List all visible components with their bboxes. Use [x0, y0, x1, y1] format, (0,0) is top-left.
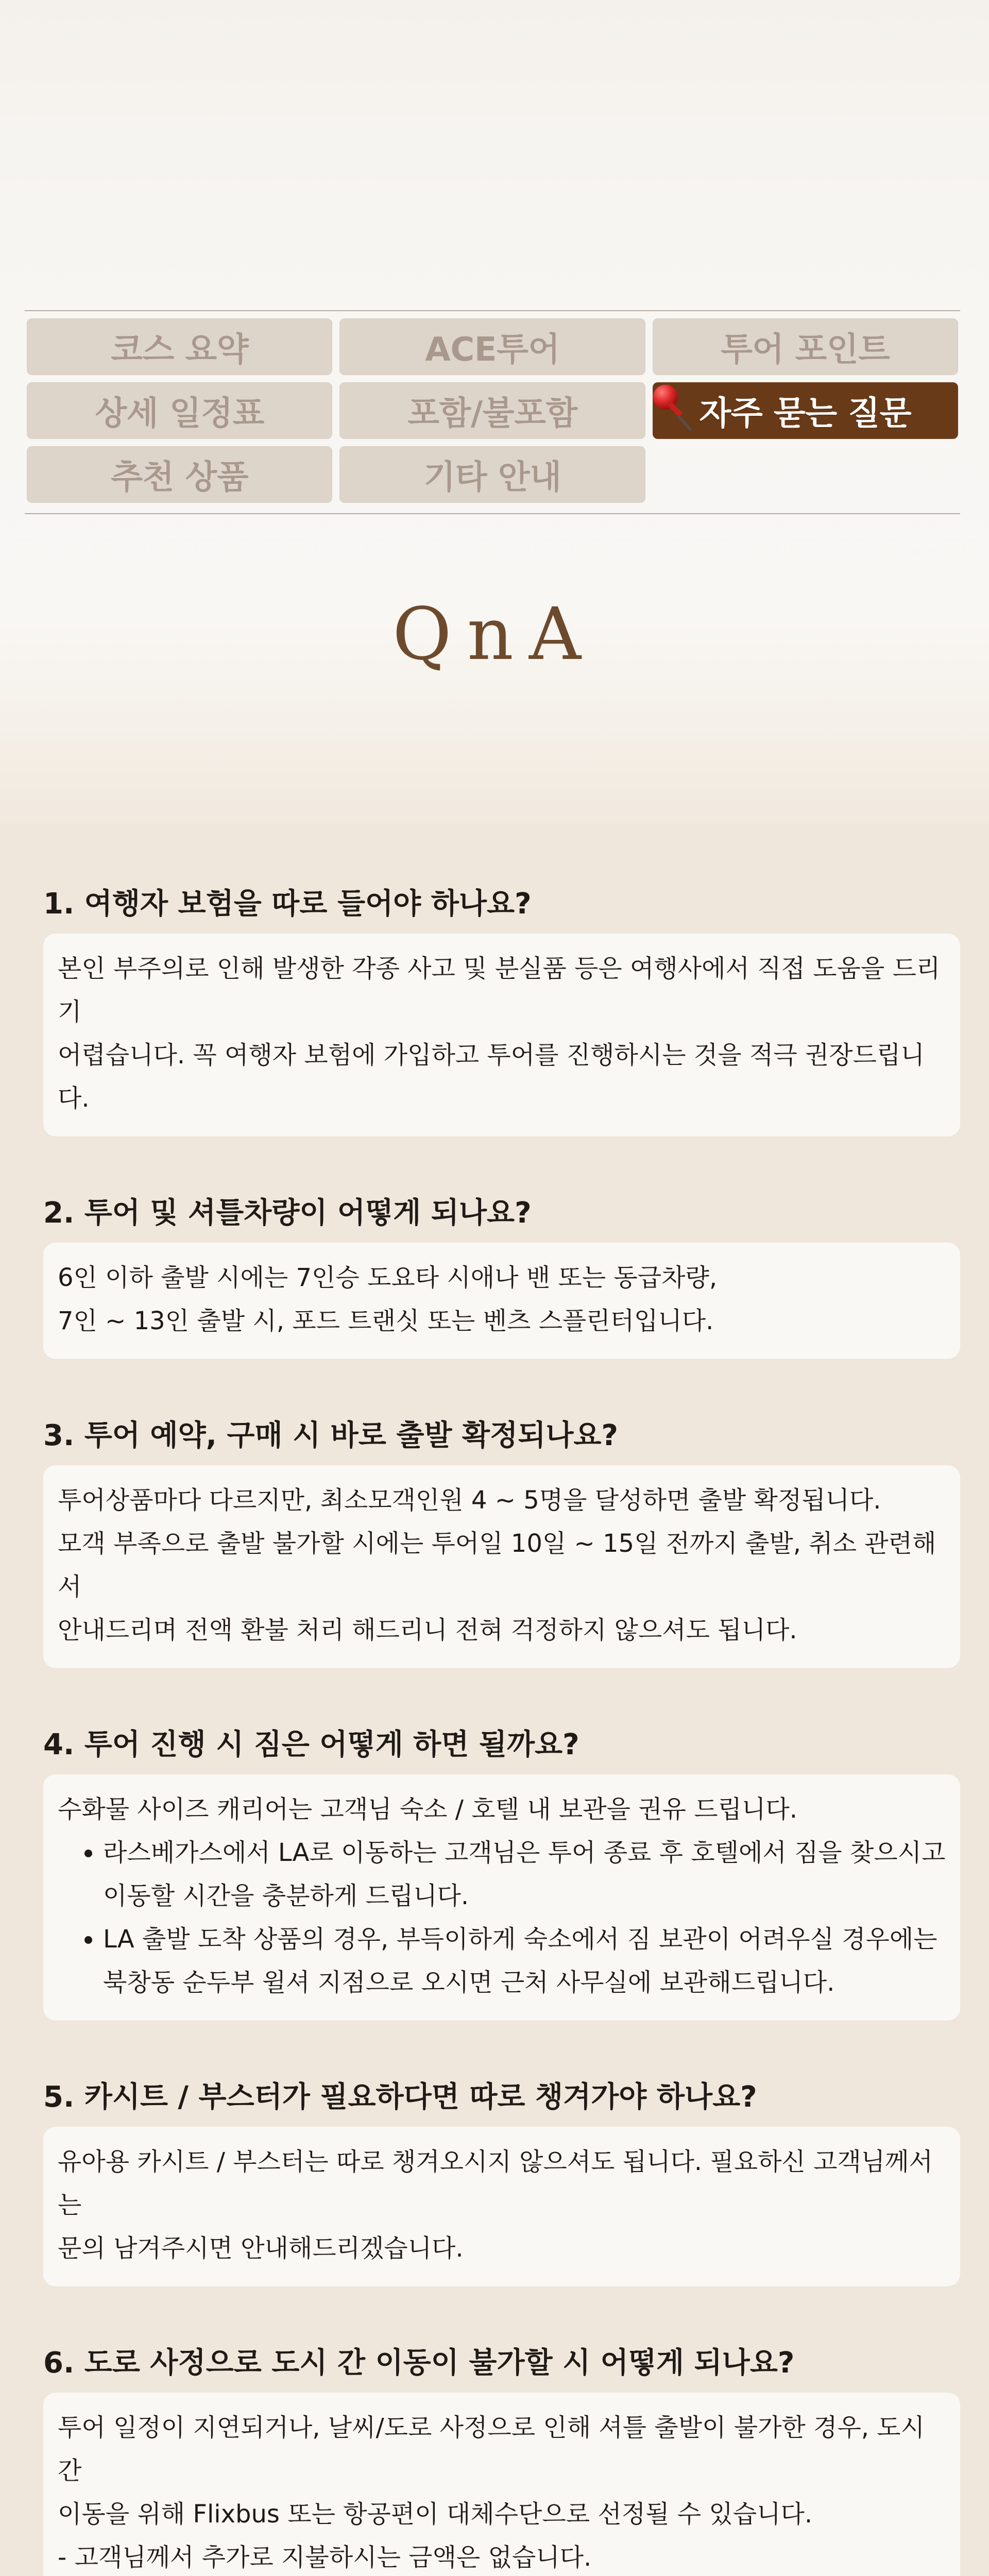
- faq-question: 3. 투어 예약, 구매 시 바로 출발 확정되나요?: [43, 1419, 619, 1452]
- tabs-grid: [27, 318, 958, 503]
- faq-question: 2. 투어 및 셔틀차량이 어떻게 되나요?: [43, 1196, 532, 1230]
- faq-question: 5. 카시트 / 부스터가 필요하다면 따로 챙겨가야 하나요?: [43, 2080, 757, 2114]
- answer-intro: 수화물 사이즈 캐리어는 고객님 숙소 / 호텔 내 보관을 권유 드립니다.: [58, 1795, 797, 1824]
- answer-line: 투어상품마다 다르지만, 최소모객인원 4 ~ 5명을 달성하면 출발 확정됩니다.: [58, 1486, 881, 1515]
- faq-answer: [43, 1465, 960, 1668]
- answer-line: 유아용 카시트 / 부스터는 따로 챙겨오시지 않으셔도 됩니다. 필요하신 고객님께서는: [58, 2147, 933, 2219]
- tab-label: 상세 일정표: [95, 395, 264, 433]
- tab-label: 코스 요약: [111, 331, 249, 369]
- tab-course-summary[interactable]: [27, 318, 332, 375]
- tab-label: 추천 상품: [111, 459, 249, 497]
- tab-other-info[interactable]: [339, 446, 645, 503]
- pushpin-icon: [644, 376, 706, 438]
- faq-answer: [43, 2393, 960, 2576]
- tab-label: 포함/불포함: [407, 395, 577, 433]
- tab-included-excluded[interactable]: [339, 382, 645, 439]
- tab-label: ACE투어: [425, 331, 560, 369]
- answer-line: 6인 이하 출발 시에는 7인승 도요타 시애나 밴 또는 동급차량,: [58, 1263, 718, 1292]
- faq-answer: [43, 1243, 960, 1359]
- answer-line: 어렵습니다. 꼭 여행자 보험에 가입하고 투어를 진행하시는 것을 적극 권장드립니다.: [58, 1041, 925, 1113]
- faq-question: 4. 투어 진행 시 짐은 어떻게 하면 될까요?: [43, 1728, 579, 1761]
- answer-line: 안내드리며 전액 환불 처리 해드리니 전혀 걱정하지 않으셔도 됩니다.: [58, 1616, 797, 1645]
- tab-label: 투어 포인트: [721, 331, 890, 369]
- answer-line: - 고객님께서 추가로 지불하시는 금액은 없습니다.: [58, 2543, 592, 2572]
- page-title: QnA: [392, 592, 597, 676]
- answer-bullet: • LA 출발 도착 상품의 경우, 부득이하게 숙소에서 짐 보관이 어려우실 경우에는 북창동 순두부 윌셔 지점으로 오시면 근처 사무실에 보관해드립니다.: [103, 1918, 946, 2004]
- faq-item: [43, 1190, 960, 1359]
- faq-item: [43, 1722, 960, 2021]
- faq-answer: [43, 2127, 960, 2286]
- tab-recommended-products[interactable]: [27, 446, 332, 503]
- faq-list: [43, 881, 960, 2576]
- faq-item: [43, 881, 960, 1137]
- faq-item: [43, 2340, 960, 2576]
- answer-line: 이동을 위해 Flixbus 또는 항공편이 대체수단으로 선정될 수 있습니다.: [58, 2500, 813, 2529]
- faq-question: 1. 여행자 보험을 따로 들어야 하나요?: [43, 887, 532, 921]
- answer-line: 모객 부족으로 출발 불가할 시에는 투어일 10일 ~ 15일 전까지 출발, 취소 관련해서: [58, 1529, 936, 1601]
- tab-label: 자주 묻는 질문: [699, 395, 912, 433]
- tab-ace-tour[interactable]: [339, 318, 645, 375]
- answer-bullet: • 라스베가스에서 LA로 이동하는 고객님은 투어 종료 후 호텔에서 짐을 찾으시고 이동할 시간을 충분하게 드립니다.: [103, 1831, 946, 1918]
- answer-line: 본인 부주의로 인해 발생한 각종 사고 및 분실품 등은 여행사에서 직접 도움을 드리기: [58, 954, 941, 1026]
- tab-faq[interactable]: [653, 382, 958, 439]
- faq-answer: [43, 1774, 960, 2021]
- answer-bullets: [58, 1831, 946, 2004]
- answer-line: 투어 일정이 지연되거나, 날씨/도로 사정으로 인해 셔틀 출발이 불가한 경우, 도시간: [58, 2413, 925, 2485]
- tab-detailed-itinerary[interactable]: [27, 382, 332, 439]
- faq-answer: [43, 934, 960, 1137]
- faq-item: [43, 2074, 960, 2286]
- answer-line: 문의 남겨주시면 안내해드리겠습니다.: [58, 2234, 464, 2263]
- tab-tour-points[interactable]: [653, 318, 958, 375]
- answer-line: 7인 ~ 13인 출발 시, 포드 트랜싯 또는 벤츠 스플린터입니다.: [58, 1307, 714, 1335]
- faq-question: 6. 도로 사정으로 도시 간 이동이 불가할 시 어떻게 되나요?: [43, 2346, 795, 2380]
- faq-item: [43, 1413, 960, 1668]
- section-tabs: [25, 310, 960, 514]
- tab-label: 기타 안내: [423, 459, 561, 497]
